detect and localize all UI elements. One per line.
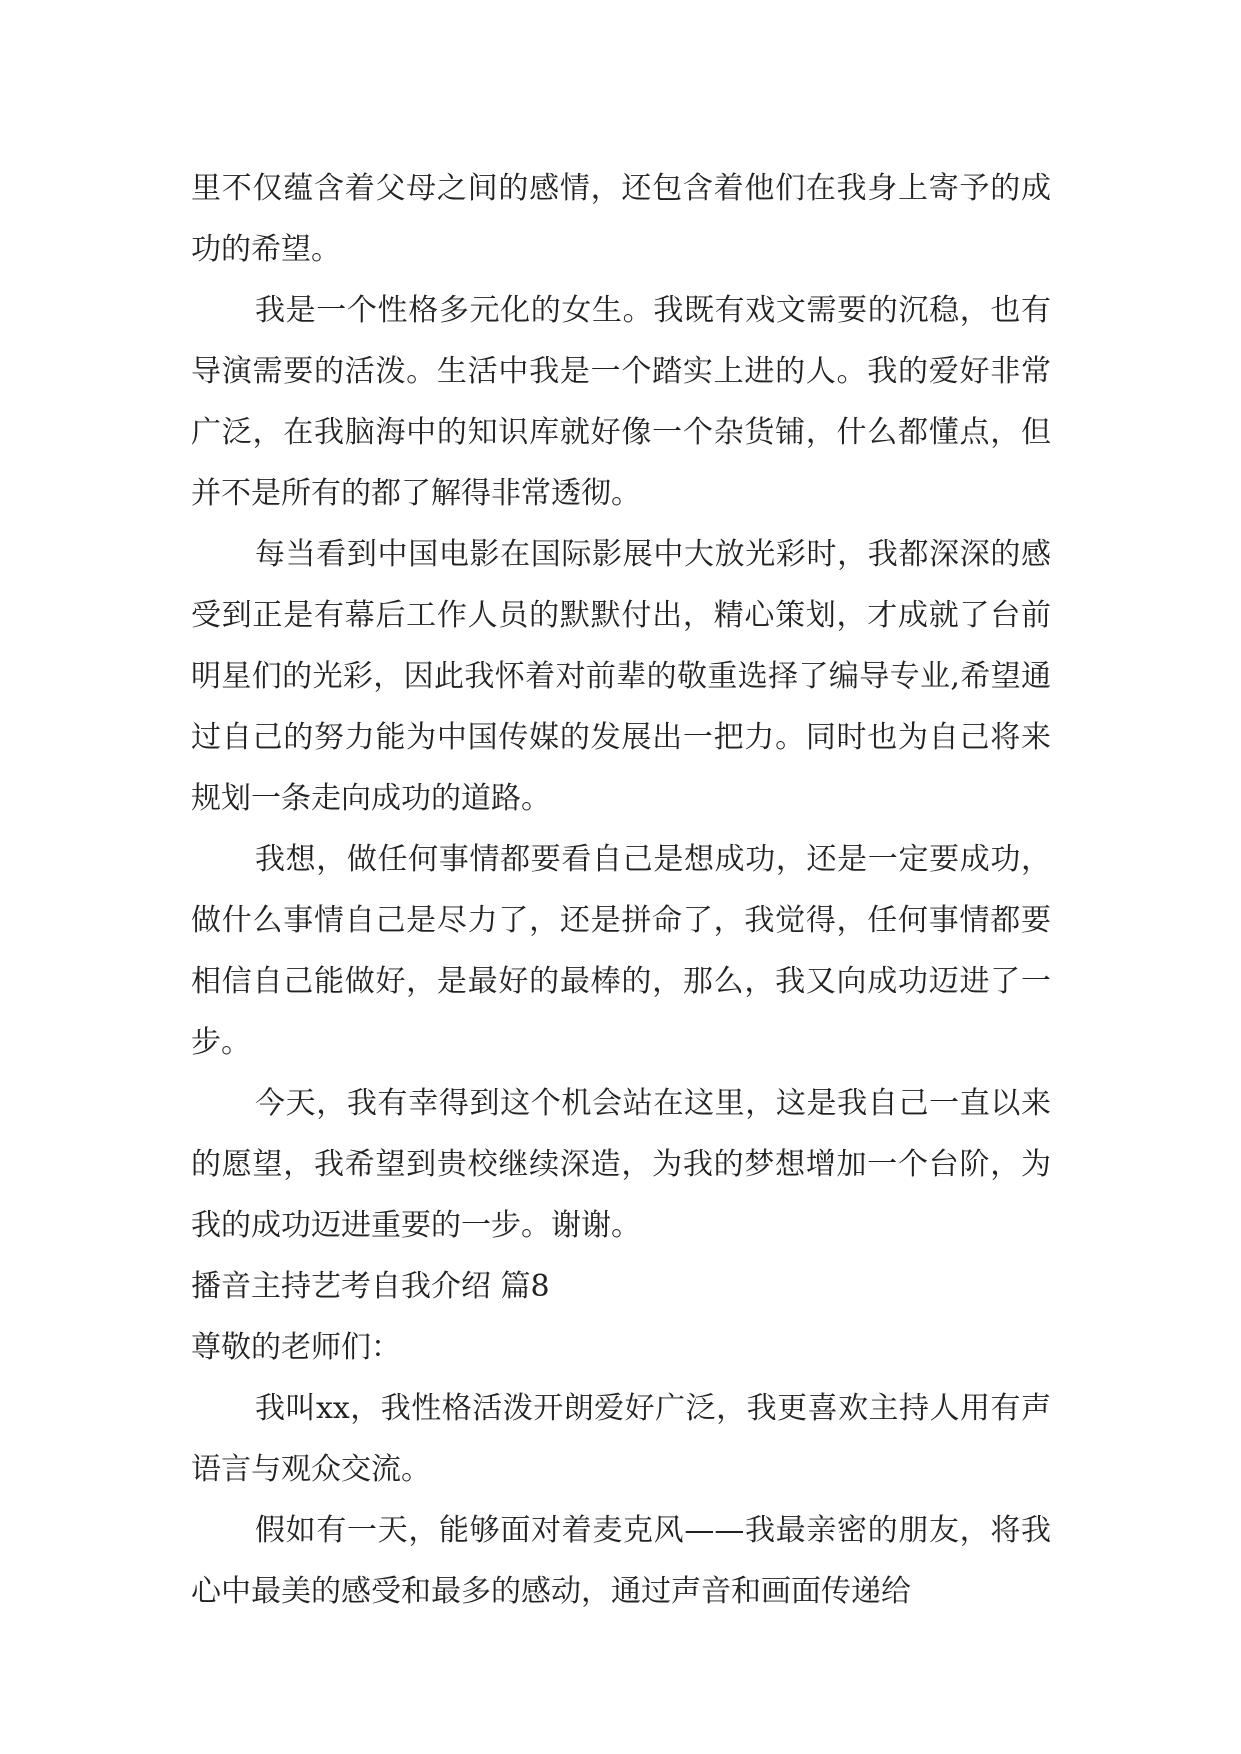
- section-heading: 播音主持艺考自我介绍 篇8: [191, 1269, 550, 1304]
- paragraph-success-attitude: 我想，做任何事情都要看自己是想成功，还是一定要成功，做什么事情自己是尽力了，还是拼命了，我觉得，任何事情都要相信自己能做好，是最好的最棒的，那么，我又向成功迈进了一步。: [191, 842, 1051, 1060]
- salutation: 尊敬的老师们：: [191, 1330, 401, 1365]
- paragraph-self-intro: 我叫xx，我性格活泼开朗爱好广泛，我更喜欢主持人用有声语言与观众交流。: [191, 1391, 1051, 1487]
- paragraph-continuation: 里不仅蕴含着父母之间的感情，还包含着他们在我身上寄予的成功的希望。: [191, 171, 1051, 267]
- paragraph-microphone: 假如有一天，能够面对着麦克风——我最亲密的朋友，将我心中最美的感受和最多的感动，通过声音和画面传递给: [191, 1513, 1051, 1609]
- paragraph-closing-thanks: 今天，我有幸得到这个机会站在这里，这是我自己一直以来的愿望，我希望到贵校继续深造，为我的梦想增加一个台阶，为我的成功迈进重要的一步。谢谢。: [191, 1086, 1051, 1243]
- paragraph-personality: 我是一个性格多元化的女生。我既有戏文需要的沉稳，也有导演需要的活泼。生活中我是一个踏实上进的人。我的爱好非常广泛，在我脑海中的知识库就好像一个杂货铺，什么都懂点，但并不是所有的都了解得非常透彻。: [191, 293, 1051, 511]
- document-body: [191, 158, 1051, 1622]
- paragraph-film-motivation: 每当看到中国电影在国际影展中大放光彩时，我都深深的感受到正是有幕后工作人员的默默付出，精心策划，才成就了台前明星们的光彩，因此我怀着对前辈的敬重选择了编导专业,希望通过自己的努力能为中国传媒的发展出一把力。同时也为自己将来规划一条走向成功的道路。: [191, 537, 1051, 816]
